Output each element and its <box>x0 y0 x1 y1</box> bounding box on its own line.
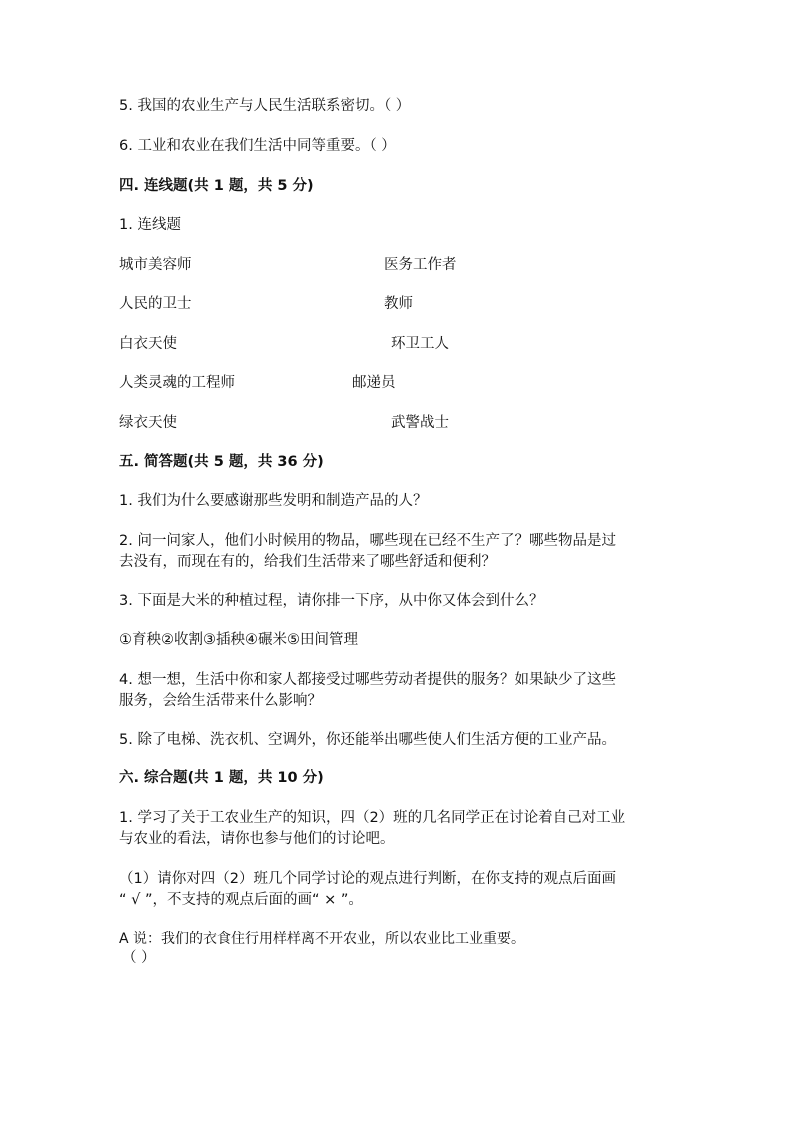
short-answer-q3: 3. 下面是大米的种植过程，请你排一下序，从中你又体会到什么？ <box>119 593 544 609</box>
section-heading-short-answer: 五. 简答题(共 5 题，共 36 分) <box>119 454 324 470</box>
question-6: 6. 工业和农业在我们生活中同等重要。（ ） <box>119 138 396 154</box>
matching-right-item: 邮递员 <box>352 375 396 391</box>
matching-left-item: 城市美容师 <box>119 257 192 273</box>
short-answer-q1: 1. 我们为什么要感谢那些发明和制造产品的人？ <box>119 493 428 509</box>
rice-steps: ①育秧②收割③插秧④碾米⑤田间管理 <box>119 632 358 648</box>
matching-left-item: 人民的卫士 <box>119 296 192 312</box>
matching-right-item: 医务工作者 <box>384 257 457 273</box>
question-5: 5. 我国的农业生产与人民生活联系密切。（ ） <box>119 98 411 114</box>
short-answer-q5: 5. 除了电梯、洗衣机、空调外，你还能举出哪些使人们生活方便的工业产品。 <box>119 732 616 748</box>
matching-left-item: 人类灵魂的工程师 <box>119 375 235 391</box>
matching-left-item: 绿衣天使 <box>119 415 177 431</box>
matching-right-item: 环卫工人 <box>391 336 449 352</box>
short-answer-q2-line2: 去没有，而现在有的，给我们生活带来了哪些舒适和便利？ <box>119 554 496 570</box>
answer-paren-a: （ ） <box>122 950 156 966</box>
section-heading-comprehensive: 六. 综合题(共 1 题，共 10 分) <box>119 770 324 786</box>
matching-question: 1. 连线题 <box>119 217 181 233</box>
short-answer-q4-line2: 服务，会给生活带来什么影响？ <box>119 693 322 709</box>
short-answer-q2-line1: 2. 问一问家人，他们小时候用的物品，哪些现在已经不生产了？哪些物品是过 <box>119 533 616 549</box>
section-heading-matching: 四. 连线题(共 1 题，共 5 分) <box>119 178 314 194</box>
matching-left-item: 白衣天使 <box>119 336 177 352</box>
short-answer-q4-line1: 4. 想一想，生活中你和家人都接受过哪些劳动者提供的服务？如果缺少了这些 <box>119 672 616 688</box>
comprehensive-q1-line1: 1. 学习了关于工农业生产的知识，四（2）班的几名同学正在讨论着自己对工业 <box>119 810 626 826</box>
sub-question-1-line2: “ √ ”，不支持的观点后面的画“ × ”。 <box>119 892 363 908</box>
sub-question-1-line1: （1）请你对四（2）班几个同学讨论的观点进行判断，在你支持的观点后面画 <box>119 871 616 887</box>
statement-a: A 说：我们的衣食住行用样样离不开农业，所以农业比工业重要。 <box>119 931 526 947</box>
matching-right-item: 武警战士 <box>391 415 449 431</box>
matching-right-item: 教师 <box>384 296 413 312</box>
comprehensive-q1-line2: 与农业的看法，请你也参与他们的讨论吧。 <box>119 831 395 847</box>
